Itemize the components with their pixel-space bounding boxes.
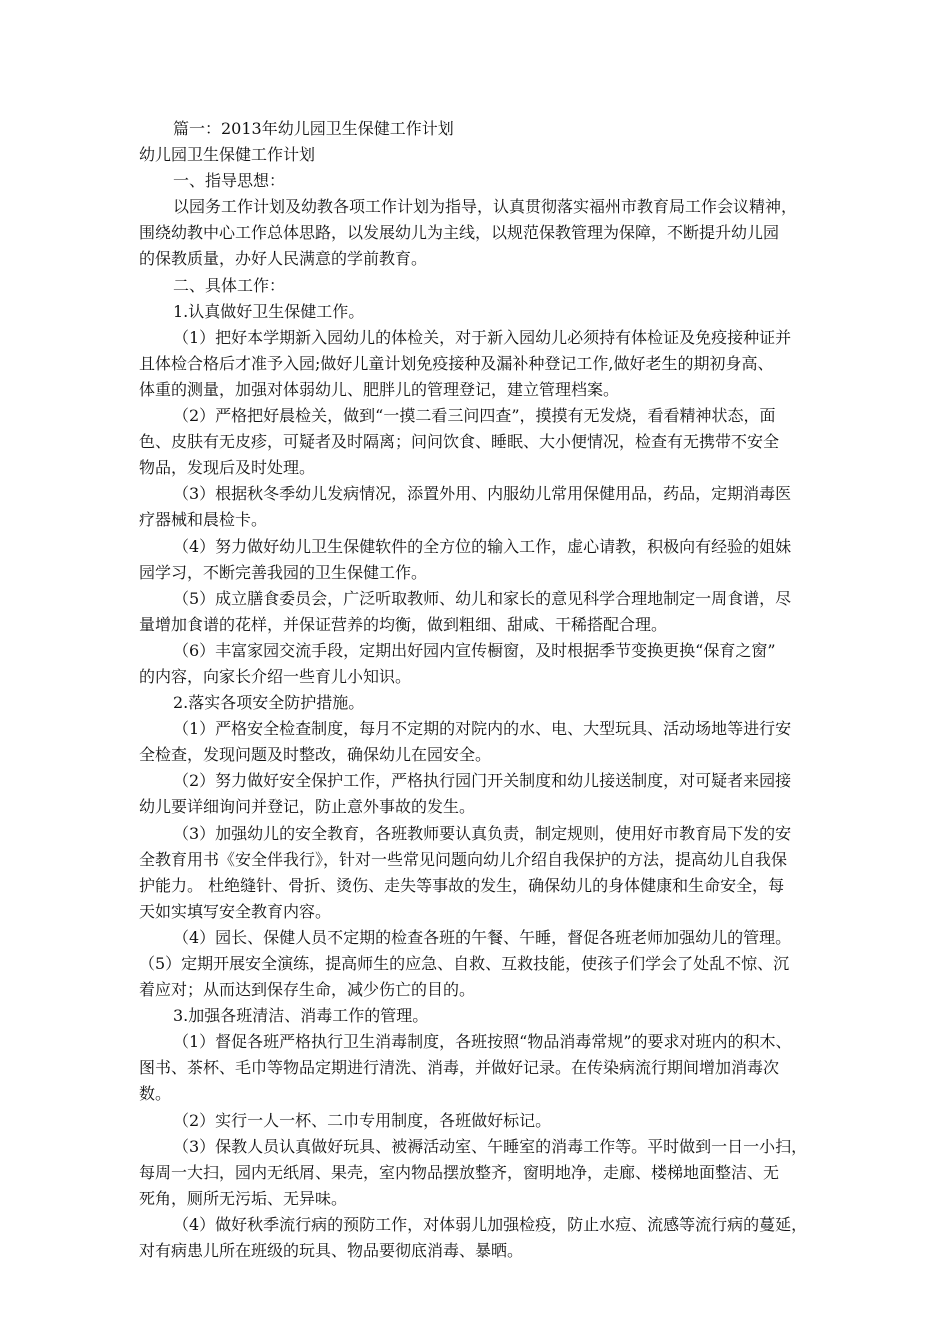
document-heading: 篇一：2013年幼儿园卫生保健工作计划 [173,119,454,138]
text-line: 2.落实各项安全防护措施。 [173,693,365,713]
text-line: （4）做好秋季流行病的预防工作，对体弱儿加强检疫，防止水痘、流感等流行病的蔓延， [173,1214,808,1234]
document-lines [139,168,811,1264]
document-title: 幼儿园卫生保健工作计划 [139,145,316,165]
text-line: （2）实行一人一杯、二巾专用制度，各班做好标记。 [173,1110,552,1130]
text-line: 色、皮肤有无皮疹，可疑者及时隔离；问问饮食、睡眠、大小便情况，检查有无携带不安全 [139,432,780,452]
text-line: 每周一大扫，园内无纸屑、果壳，室内物品摆放整齐，窗明地净，走廊、楼梯地面整洁、无 [139,1162,780,1182]
text-line: 死角，厕所无污垢、无异味。 [139,1188,348,1208]
text-line: （6）丰富家园交流手段，定期出好园内宣传橱窗，及时根据季节变换更换“保育之窗” [173,640,776,660]
text-line: （1）把好本学期新入园幼儿的体检关，对于新入园幼儿必须持有体检证及免疫接种证并 [173,327,792,347]
text-line: （5）定期开展安全演练，提高师生的应急、自救、互救技能，使孩子们学会了处乱不惊、沉 [139,954,790,973]
text-line: （5）成立膳食委员会，广泛听取教师、幼儿和家长的意见科学合理地制定一周食谱，尽 [173,588,792,608]
document-body [139,116,811,1264]
text-line: 全教育用书《安全伴我行》，针对一些常见问题向幼儿介绍自我保护的方法，提高幼儿自我保 [139,849,788,869]
text-line: 围绕幼教中心工作总体思路，以发展幼儿为主线，以规范保教管理为保障，不断提升幼儿园 [139,223,780,243]
text-line: （3）根据秋冬季幼儿发病情况，添置外用、内服幼儿常用保健用品，药品，定期消毒医 [173,484,792,504]
text-line: 1.认真做好卫生保健工作。 [173,301,365,321]
text-line: 园学习，不断完善我园的卫生保健工作。 [139,562,428,582]
text-line: 量增加食谱的花样，并保证营养的均衡，做到粗细、甜咸、干稀搭配合理。 [139,614,668,634]
text-line: 着应对；从而达到保存生命，减少伤亡的目的。 [139,980,476,1000]
text-line: 天如实填写安全教育内容。 [139,901,332,921]
text-line: 数。 [139,1084,172,1104]
text-line: 的保教质量，办好人民满意的学前教育。 [139,249,428,269]
text-line: （3）保教人员认真做好玩具、被褥活动室、午睡室的消毒工作等。平时做到一日一小扫， [173,1136,808,1156]
text-line: 图书、茶杯、毛巾等物品定期进行清洗、消毒，并做好记录。在传染病流行期间增加消毒次 [139,1058,780,1078]
text-line: 全检查，发现问题及时整改，确保幼儿在园安全。 [139,745,492,765]
text-line: 3.加强各班清洁、消毒工作的管理。 [173,1006,429,1026]
text-line: 的内容，向家长介绍一些育儿小知识。 [139,666,412,686]
text-line: （3）加强幼儿的安全教育，各班教师要认真负责，制定规则，使用好市教育局下发的安 [173,823,792,843]
text-line: 物品，发现后及时处理。 [139,458,316,478]
text-line: 体重的测量，加强对体弱幼儿、肥胖儿的管理登记，建立管理档案。 [139,379,620,399]
text-line: （1）督促各班严格执行卫生消毒制度，各班按照“物品消毒常规”的要求对班内的积木、 [173,1032,792,1052]
text-line: 疗器械和晨检卡。 [139,510,268,530]
text-line: 对有病患儿所在班级的玩具、物品要彻底消毒、暴晒。 [139,1241,524,1261]
text-line: 以园务工作计划及幼教各项工作计划为指导，认真贯彻落实福州市教育局工作会议精神， [173,197,798,217]
text-line: 且体检合格后才准予入园;做好儿童计划免疫接种及漏补种登记工作,做好老生的期初身高、 [139,353,774,373]
text-line: 一、指导思想： [173,171,286,191]
text-line: 幼儿要详细询问并登记，防止意外事故的发生。 [139,797,476,817]
text-line: （1）严格安全检查制度，每月不定期的对院内的水、电、大型玩具、活动场地等进行安 [173,719,792,739]
text-line: 二、具体工作： [173,275,286,295]
text-line: 护能力。 杜绝缝针、骨折、烫伤、走失等事故的发生，确保幼儿的身体健康和生命安全，每 [139,875,785,895]
text-line: （2）严格把好晨检关，做到“一摸二看三问四查”，摸摸有无发烧，看看精神状态，面 [173,406,776,426]
text-line: （4）园长、保健人员不定期的检查各班的午餐、午睡，督促各班老师加强幼儿的管理。 [173,927,792,947]
text-line: （4）努力做好幼儿卫生保健软件的全方位的输入工作，虚心请教，积极向有经验的姐妹 [173,536,792,556]
text-line: （2）努力做好安全保护工作，严格执行园门开关制度和幼儿接送制度，对可疑者来园接 [173,771,792,791]
